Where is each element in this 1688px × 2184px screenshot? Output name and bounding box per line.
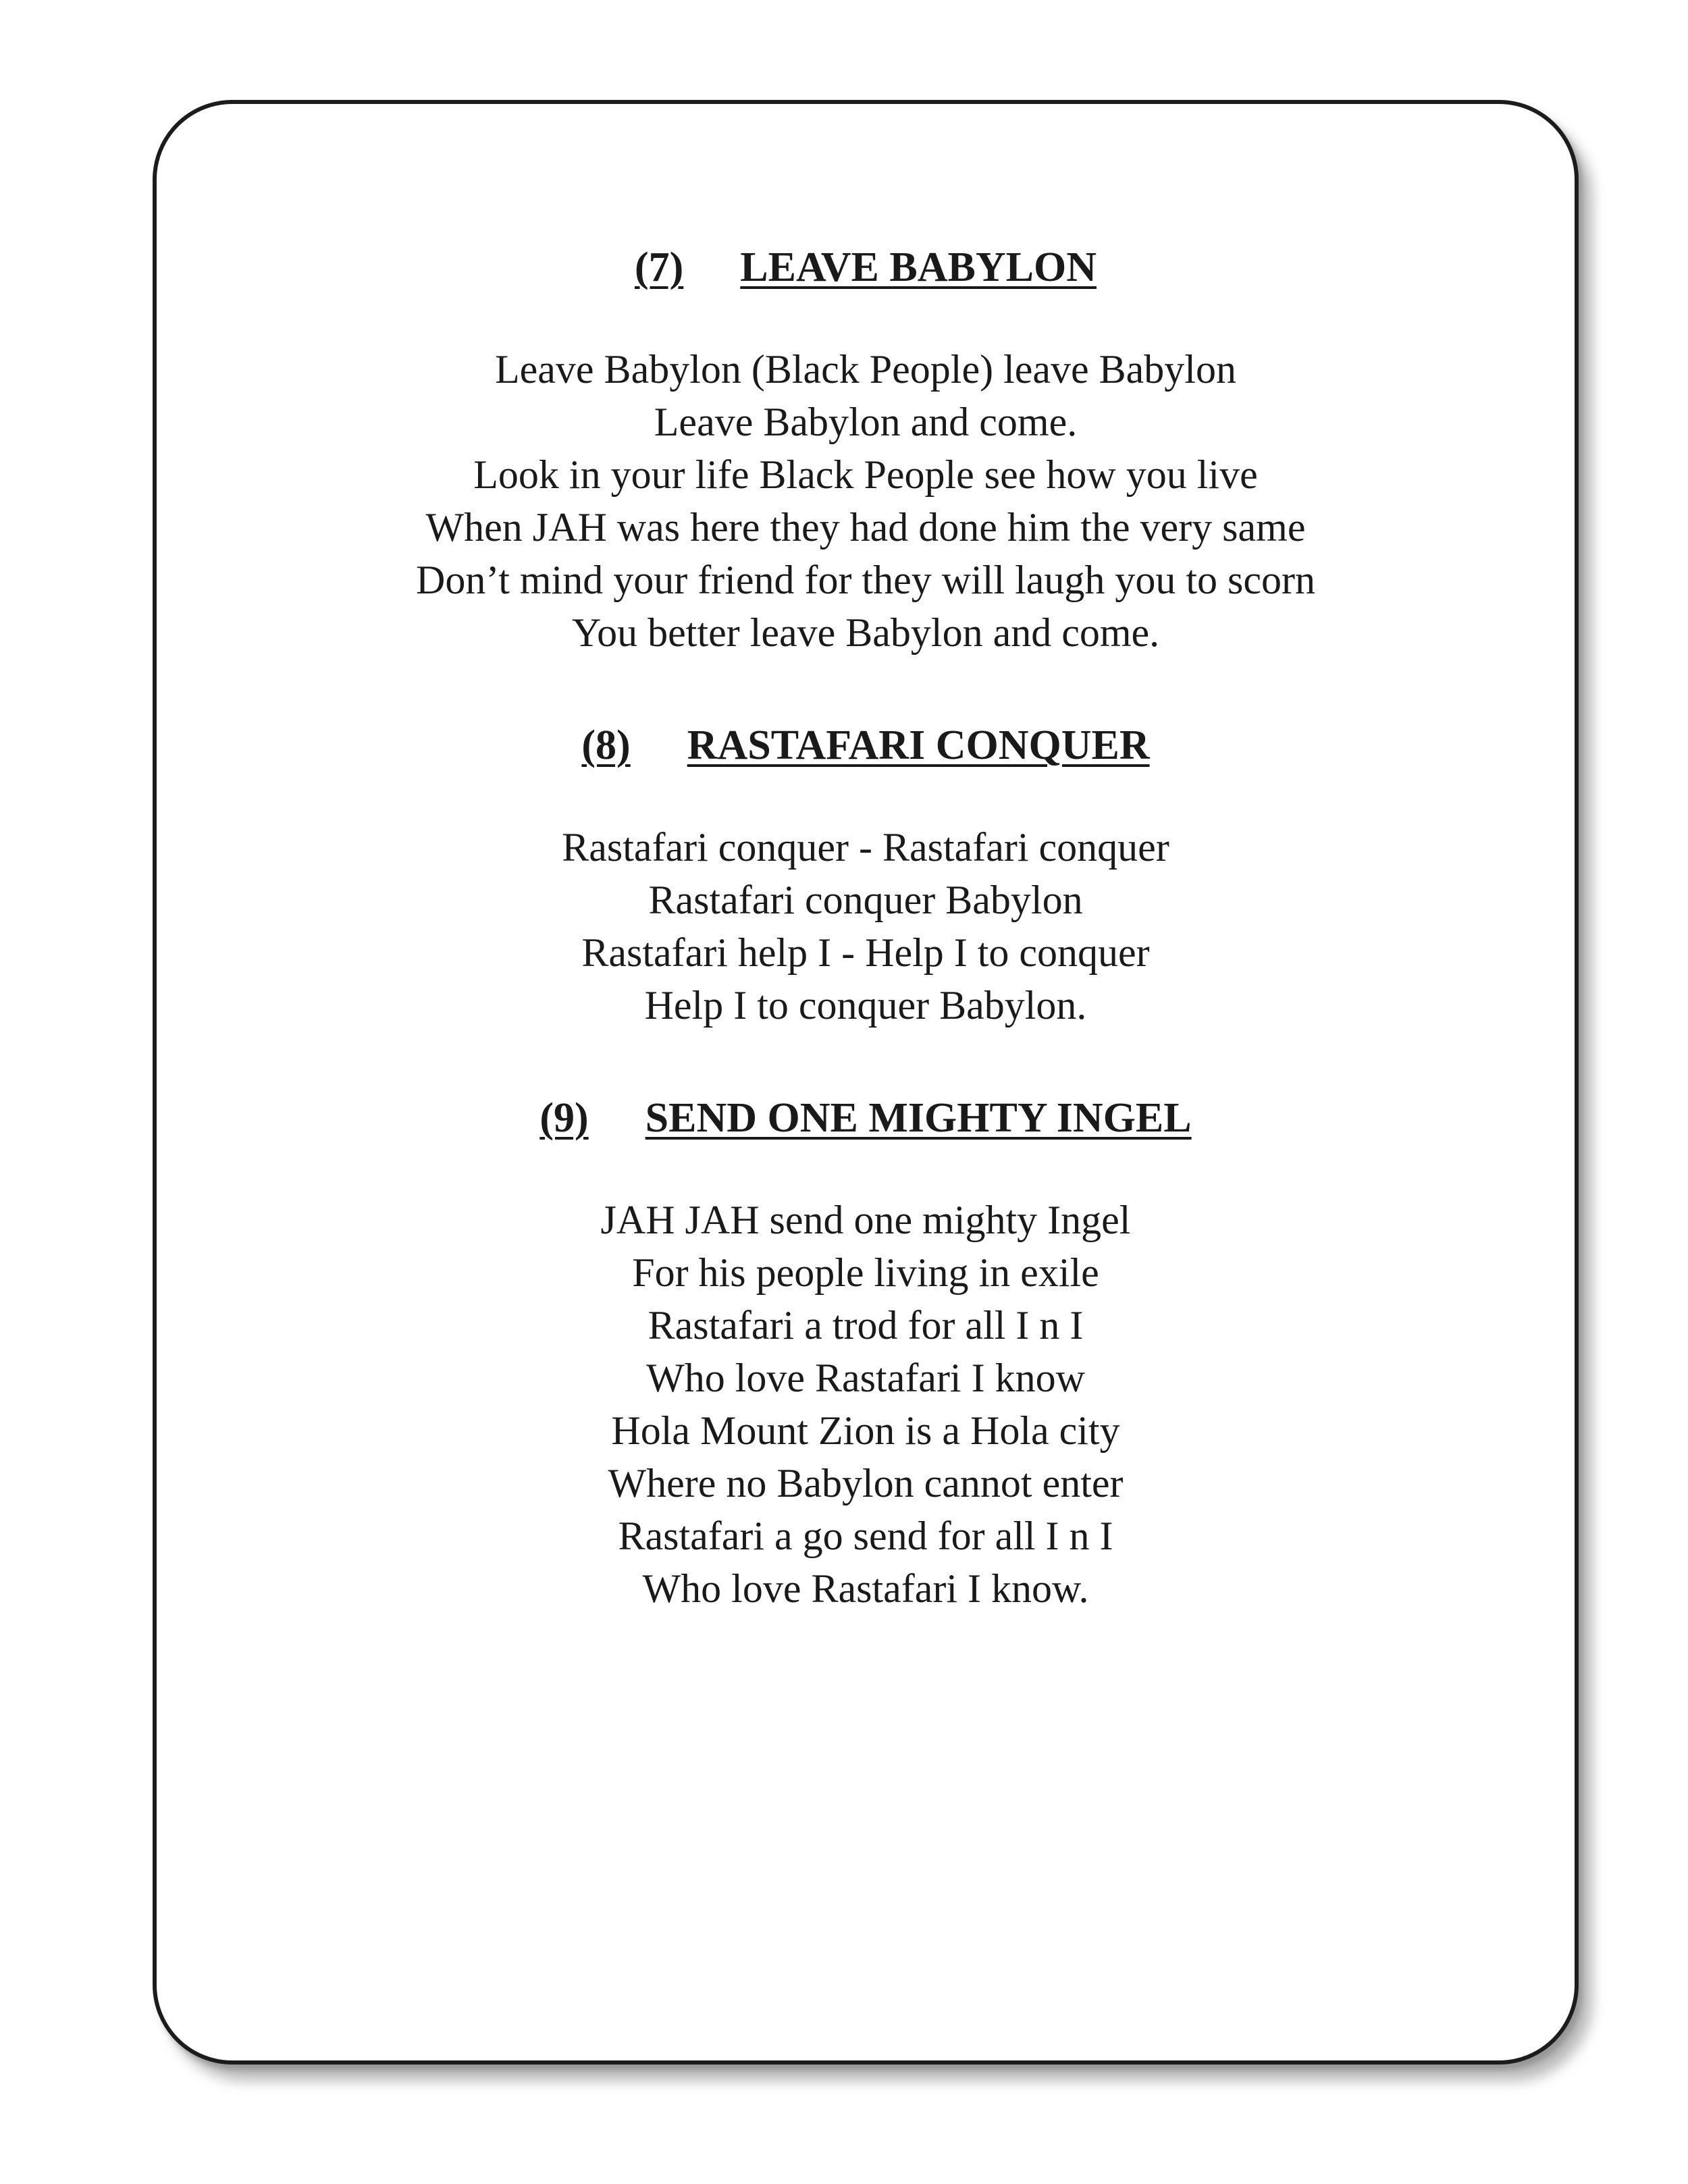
lyric-line: For his people living in exile [632, 1250, 1099, 1295]
lyric-line: Help I to conquer Babylon. [644, 983, 1087, 1028]
song-title [157, 243, 1575, 292]
lyric-line: Rastafari a go send for all I n I [618, 1514, 1113, 1558]
lyric-line: Who love Rastafari I know [646, 1356, 1085, 1400]
song-number: (7) [634, 244, 684, 290]
song-name: SEND ONE MIGHTY INGEL [645, 1095, 1192, 1141]
song-number: (9) [539, 1095, 589, 1141]
lyric-line: You better leave Babylon and come. [571, 610, 1160, 655]
page-frame [153, 100, 1579, 2065]
lyric-line: Leave Babylon and come. [654, 400, 1078, 444]
song-number: (8) [581, 722, 631, 768]
lyric-line: Leave Babylon (Black People) leave Babylon [495, 347, 1236, 392]
song-name: LEAVE BABYLON [740, 244, 1097, 290]
song-9 [157, 1094, 1575, 1615]
song-lyrics [157, 343, 1575, 659]
lyric-line: When JAH was here they had done him the very same [425, 505, 1306, 550]
lyric-line: Don’t mind your friend for they will laugh you to scorn [415, 558, 1315, 602]
song-lyrics [157, 821, 1575, 1032]
lyric-line: Look in your life Black People see how you live [473, 452, 1258, 497]
lyric-line: Who love Rastafari I know. [642, 1566, 1089, 1611]
lyric-line: Hola Mount Zion is a Hola city [611, 1408, 1120, 1453]
lyric-line: Rastafari conquer - Rastafari conquer [562, 825, 1169, 870]
song-lyrics [157, 1194, 1575, 1615]
song-name: RASTAFARI CONQUER [687, 722, 1150, 768]
song-title [157, 1094, 1575, 1142]
song-7 [157, 243, 1575, 659]
lyric-line: Where no Babylon cannot enter [608, 1461, 1124, 1506]
lyric-line: Rastafari a trod for all I n I [648, 1303, 1084, 1348]
song-title [157, 721, 1575, 770]
song-8 [157, 721, 1575, 1032]
lyric-line: JAH JAH send one mighty Ingel [600, 1198, 1131, 1242]
lyric-line: Rastafari help I - Help I to conquer [581, 930, 1150, 975]
lyric-line: Rastafari conquer Babylon [648, 878, 1083, 922]
lyrics-content [157, 243, 1575, 1615]
